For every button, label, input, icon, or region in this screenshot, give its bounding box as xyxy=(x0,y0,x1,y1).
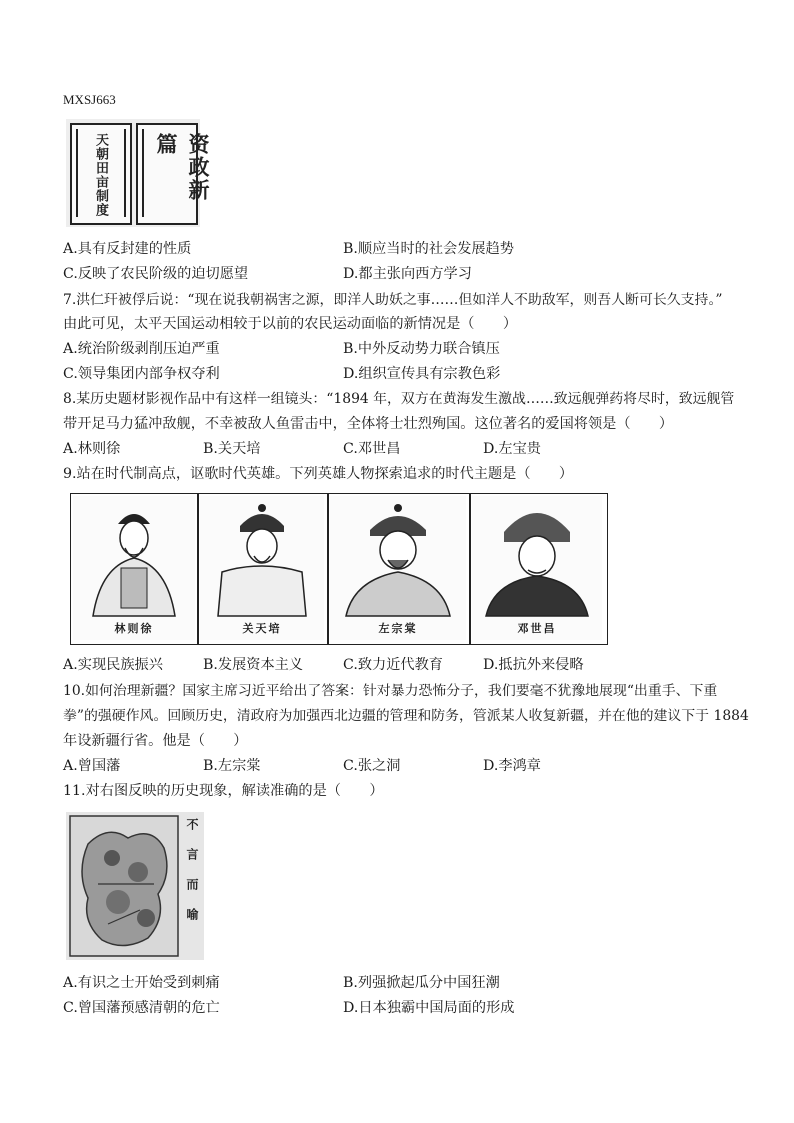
q8-option-d: D.左宝贵 xyxy=(483,441,541,457)
q9-option-c: C.致力近代教育 xyxy=(343,657,443,673)
book-cover-left xyxy=(70,123,132,225)
q8-option-a: A.林则徐 xyxy=(63,441,121,457)
portrait-zuo-zongtang-figure xyxy=(330,496,466,616)
q6-option-d: D.都主张向西方学习 xyxy=(343,266,472,282)
portrait-caption-3: 左宗棠 xyxy=(378,622,418,635)
q10-stem-line3: 年设新疆行省。他是（ ） xyxy=(63,733,248,749)
q10-option-b: B.左宗棠 xyxy=(203,758,261,774)
q10-option-d: D.李鸿章 xyxy=(483,758,541,774)
q11-stem-line1: 11.对右图反映的历史现象，解读准确的是（ ） xyxy=(63,783,384,799)
portrait-caption-1: 林则徐 xyxy=(114,622,154,635)
q8-option-b: B.关天培 xyxy=(203,441,261,457)
q7-option-a: A.统治阶级剥削压迫严重 xyxy=(63,341,220,357)
q7-option-d: D.组织宣传具有宗教色彩 xyxy=(343,366,501,382)
portrait-caption-4: 邓世昌 xyxy=(517,622,557,635)
portraits-image xyxy=(70,493,608,645)
book-covers-image xyxy=(66,119,211,227)
portrait-deng-shichang-figure xyxy=(472,496,602,616)
portrait-lin-zexu xyxy=(73,496,195,640)
q6-option-c: C.反映了农民阶级的迫切愿望 xyxy=(63,266,249,282)
cartoon-image xyxy=(66,812,204,960)
q7-stem-line1: 7.洪仁玕被俘后说：“现在说我朝祸害之源，即洋人助妖之事……但如洋人不助敌军，则吾人断可长久支持。” xyxy=(63,292,723,308)
q7-option-b: B.中外反动势力联合镇压 xyxy=(343,341,500,357)
q9-stem-line1: 9.站在时代制高点，讴歌时代英雄。下列英雄人物探索追求的时代主题是（ ） xyxy=(63,466,574,482)
book-title-right: 资政新篇 xyxy=(154,133,211,202)
portrait-deng-shichang xyxy=(472,496,602,640)
cartoon-side-text: 不言而喻 xyxy=(185,818,199,938)
book-cover-right xyxy=(136,123,211,225)
q9-option-a: A.实现民族振兴 xyxy=(63,657,163,673)
q6-option-a: A.具有反封建的性质 xyxy=(63,241,192,257)
portrait-guan-tianpei-figure xyxy=(200,496,324,616)
q11-option-a: A.有识之士开始受到刺痛 xyxy=(63,975,220,991)
portrait-zuo-zongtang xyxy=(330,496,466,640)
q11-option-b: B.列强掀起瓜分中国狂潮 xyxy=(343,975,500,991)
q11-option-c: C.曾国藩预感清朝的危亡 xyxy=(63,1000,220,1016)
q9-option-d: D.抵抗外来侵略 xyxy=(483,657,584,673)
q10-option-c: C.张之洞 xyxy=(343,758,401,774)
portrait-guan-tianpei xyxy=(200,496,324,640)
q8-option-c: C.邓世昌 xyxy=(343,441,401,457)
q11-option-d: D.日本独霸中国局面的形成 xyxy=(343,1000,515,1016)
q8-stem-line2: 带开足马力猛冲敌舰，不幸被敌人鱼雷击中，全体将士壮烈殉国。这位著名的爱国将领是（ ） xyxy=(63,416,674,432)
q10-stem-line2: 拳”的强硬作风。回顾历史，清政府为加强西北边疆的管理和防务，管派某人收复新疆，并在他的建议下于 1884 xyxy=(63,708,749,724)
q9-option-b: B.发展资本主义 xyxy=(203,657,304,673)
q6-option-b: B.顺应当时的社会发展趋势 xyxy=(343,241,514,257)
q8-stem-line1: 8.某历史题材影视作品中有这样一组镜头：“1894 年，双方在黄海发生激战……致远舰弹药将尽时，致远舰管 xyxy=(63,391,735,407)
portrait-caption-2: 关天培 xyxy=(242,622,282,635)
q10-stem-line1: 10.如何治理新疆？国家主席习近平给出了答案：针对暴力恐怖分子，我们要毫不犹豫地展现“出重手、下重 xyxy=(63,683,718,699)
document-id: MXSJ663 xyxy=(63,92,116,107)
q7-option-c: C.领导集团内部争权夺利 xyxy=(63,366,220,382)
q7-stem-line2: 由此可见，太平天国运动相较于以前的农民运动面临的新情况是（ ） xyxy=(63,316,518,332)
book-title-left: 天朝田亩制度 xyxy=(93,133,108,217)
cartoon-drawing xyxy=(68,814,180,958)
q10-option-a: A.曾国藩 xyxy=(63,758,121,774)
portrait-lin-zexu-figure xyxy=(73,496,195,616)
